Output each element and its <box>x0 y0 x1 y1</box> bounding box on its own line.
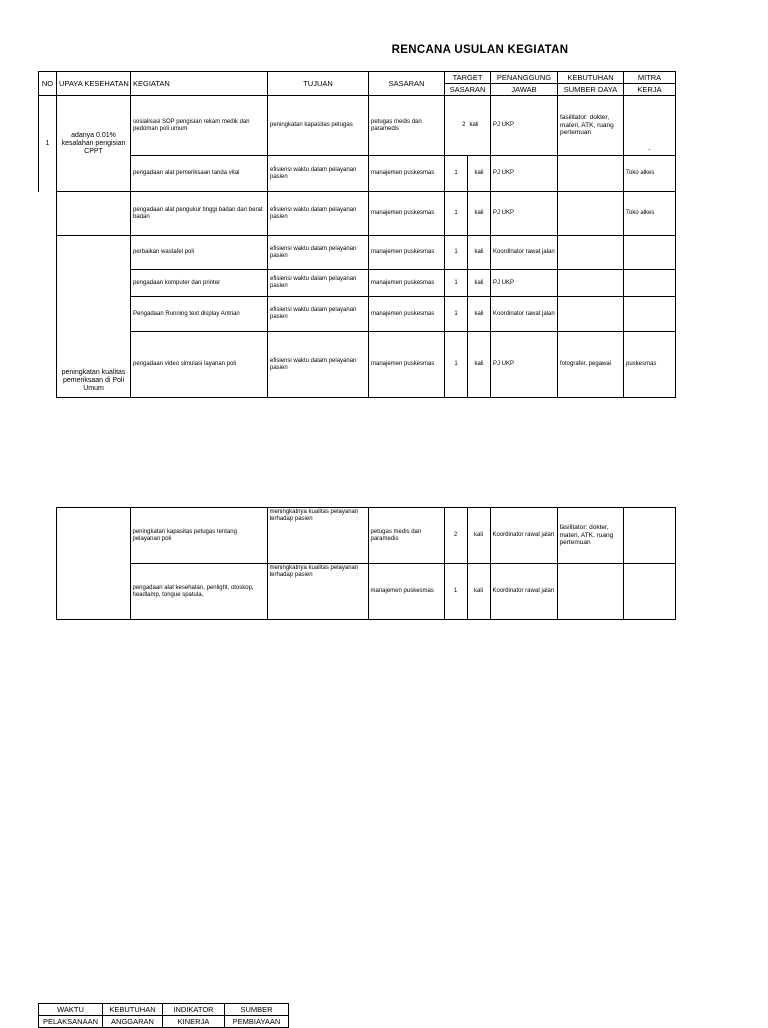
pj-cell: PJ UKP <box>491 156 558 192</box>
kegiatan-cell: pengadaan video simulasi layanan poli <box>131 332 268 398</box>
target-cell: 1 <box>445 270 468 297</box>
mitra-cell <box>623 564 675 620</box>
tujuan-cell: meningkatnya kualitas pelayanan terhadap pasien <box>267 508 368 564</box>
unit-cell: kali <box>468 236 491 270</box>
pj-cell: PJ UKP <box>491 192 558 236</box>
target-cell: 1 <box>445 156 468 192</box>
header-mitra: MITRA <box>624 72 676 84</box>
mitra-cell: Toko alkes <box>624 192 676 236</box>
unit-cell: kali <box>468 332 491 398</box>
sasaran-cell: manajemen puskesmas <box>369 156 445 192</box>
header-no: NO <box>39 72 57 96</box>
mitra-cell <box>623 508 675 564</box>
unit-cell: kali <box>468 297 491 332</box>
tujuan-cell: efisiensi waktu dalam pelayanan pasien <box>268 192 369 236</box>
header-upaya: UPAYA KESEHATAN <box>57 72 131 96</box>
header-target-sub: SASARAN <box>445 84 491 96</box>
upaya-cell: peningkatan kualitas pemeriksaan di Poli Umum <box>57 236 131 398</box>
table-row <box>39 236 676 270</box>
kebutuhan-cell <box>558 156 624 192</box>
pj-cell: PJ UKP <box>491 96 558 156</box>
pj-cell: PJ UKP <box>491 332 558 398</box>
mitra-cell <box>624 297 676 332</box>
kegiatan-cell: pengadaan alat kesehatan, penlight, otoskop, headlamp, tongue spatula, <box>130 564 267 620</box>
kebutuhan-cell <box>558 297 624 332</box>
header-indikator-sub: KINERJA <box>163 1016 225 1028</box>
mitra-cell: Toko alkes <box>624 156 676 192</box>
header-tujuan: TUJUAN <box>268 72 369 96</box>
sasaran-cell: manajemen puskesmas <box>368 564 444 620</box>
header-kebutuhan: KEBUTUHAN <box>558 72 624 84</box>
header-indikator: INDIKATOR <box>163 1004 225 1016</box>
sasaran-cell: petugas medis dan paramedis <box>368 508 444 564</box>
kegiatan-cell: sosialisasi SOP pengisian rekam medik dan pedoman poli umum <box>131 96 268 156</box>
kebutuhan-cell: fasilitator: dokter, materi, ATK, ruang pertemuan <box>558 96 624 156</box>
row-number <box>38 508 56 620</box>
header-kegiatan: KEGIATAN <box>131 72 268 96</box>
sasaran-cell: petugas medis dan paramedis <box>369 96 445 156</box>
kegiatan-cell: perbaikan wastafel poli <box>131 236 268 270</box>
row-number <box>39 192 57 236</box>
sasaran-cell: manajemen puskesmas <box>369 236 445 270</box>
header-waktu: WAKTU <box>39 1004 103 1016</box>
tujuan-cell: efisiensi waktu dalam pelayanan pasien <box>268 297 369 332</box>
sasaran-cell: manajemen puskesmas <box>369 297 445 332</box>
pj-cell: Koordinator rawat jalan <box>491 297 558 332</box>
tujuan-cell: peningkatan kapasitas petugas <box>268 96 369 156</box>
table-row <box>39 156 676 192</box>
header-kebutuhan-anggaran: KEBUTUHAN <box>103 1004 163 1016</box>
tujuan-cell: meningkatnya kualitas pelayanan terhadap pasien <box>267 564 368 620</box>
kegiatan-cell: Pengadaan Running text display Antrian <box>131 297 268 332</box>
target-cell: 2 <box>444 508 467 564</box>
sasaran-cell: manajemen puskesmas <box>369 270 445 297</box>
unit-cell: kali <box>467 508 490 564</box>
kebutuhan-cell: fasilitator: dokter, materi, ATK, ruang pertemuan <box>557 508 623 564</box>
header-penanggung-sub: JAWAB <box>491 84 558 96</box>
tujuan-cell: efisiensi waktu dalam pelayanan pasien <box>268 332 369 398</box>
activity-plan-table-continued <box>38 507 676 620</box>
table-row <box>38 564 675 620</box>
page-title: RENCANA USULAN KEGIATAN <box>391 44 569 56</box>
unit-cell: kali <box>468 96 491 156</box>
pj-cell: PJ UKP <box>491 270 558 297</box>
pj-cell: Koordinator rawat jalan <box>490 564 557 620</box>
kegiatan-cell: peningkatan kapasitas petugas tentang pelayanan poli <box>130 508 267 564</box>
header-target: TARGET <box>445 72 491 84</box>
mitra-cell: puskesmas <box>624 332 676 398</box>
activity-plan-table <box>38 71 676 398</box>
target-cell: 1 <box>445 192 468 236</box>
mitra-cell <box>624 236 676 270</box>
unit-cell: kali <box>467 564 490 620</box>
target-cell: 2 <box>445 96 468 156</box>
header-kebutuhan-sub: SUMBER DAYA <box>558 84 624 96</box>
tujuan-cell: efisiensi waktu dalam pelayanan pasien <box>268 270 369 297</box>
table-row <box>38 508 675 564</box>
unit-cell: kali <box>468 192 491 236</box>
upaya-cell: adanya 0.01% kesalahan pengisian CPPT <box>57 96 131 192</box>
table-row <box>39 270 676 297</box>
target-cell: 1 <box>445 297 468 332</box>
kegiatan-cell: pengadaan komputer dan printer <box>131 270 268 297</box>
header-sasaran: SASARAN <box>369 72 445 96</box>
kebutuhan-cell <box>558 270 624 297</box>
table-row <box>39 332 676 398</box>
upaya-cell <box>56 508 130 620</box>
budget-header-table <box>38 1003 289 1028</box>
kegiatan-cell: pengadaan alat pengukur tinggi badan dan berat badan <box>131 192 268 236</box>
header-sumber-sub: PEMBIAYAAN <box>225 1016 289 1028</box>
kebutuhan-cell: fotografer, pegawai <box>558 332 624 398</box>
tujuan-cell: efisiensi waktu dalam pelayanan pasien <box>268 236 369 270</box>
table-row <box>39 192 676 236</box>
header-sumber: SUMBER <box>225 1004 289 1016</box>
target-cell: 1 <box>445 236 468 270</box>
kegiatan-cell: pengadaan alat pemeriksaan tanda vital <box>131 156 268 192</box>
unit-cell: kali <box>468 270 491 297</box>
table-row <box>39 297 676 332</box>
pj-cell: Koordinator rawat jalan <box>490 508 557 564</box>
target-cell: 1 <box>444 564 467 620</box>
upaya-cell <box>57 192 131 236</box>
sasaran-cell: manajemen puskesmas <box>369 192 445 236</box>
header-kebutuhan-sub: ANGGARAN <box>103 1016 163 1028</box>
row-number: 1 <box>39 96 57 192</box>
unit-cell: kali <box>468 156 491 192</box>
header-penanggung: PENANGGUNG <box>491 72 558 84</box>
kebutuhan-cell <box>558 236 624 270</box>
kebutuhan-cell <box>558 192 624 236</box>
tujuan-cell: efisiensi waktu dalam pelayanan pasien <box>268 156 369 192</box>
mitra-cell: - <box>624 96 676 156</box>
header-mitra-sub: KERJA <box>624 84 676 96</box>
sasaran-cell: manajemen puskesmas <box>369 332 445 398</box>
header-waktu-sub: PELAKSANAAN <box>39 1016 103 1028</box>
pj-cell: Koordinator rawat jalan <box>491 236 558 270</box>
row-number <box>39 236 57 398</box>
mitra-cell <box>624 270 676 297</box>
table-row <box>39 96 676 156</box>
target-cell: 1 <box>445 332 468 398</box>
kebutuhan-cell <box>557 564 623 620</box>
